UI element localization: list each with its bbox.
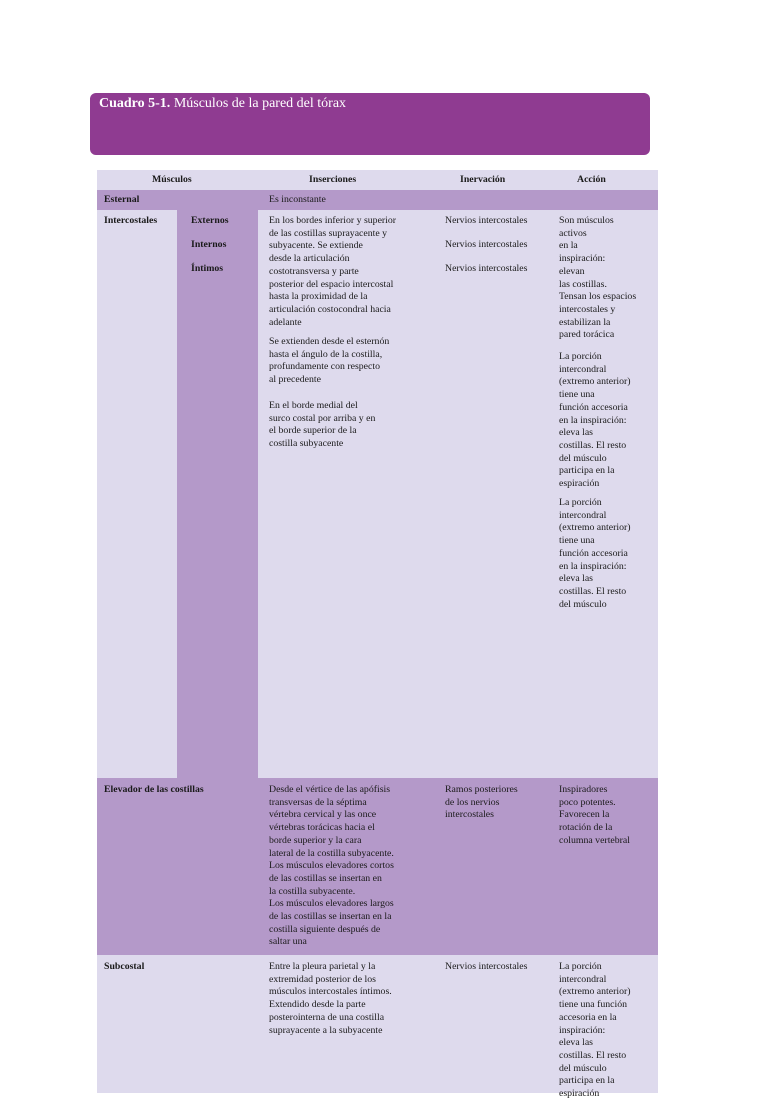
table-title-text: Músculos de la pared del tórax (170, 96, 347, 111)
muscle-intercostales: Intercostales (104, 215, 158, 226)
insertion-internos: Se extienden desde el esternón hasta el ángulo de la costilla, profundamente con respecto al precedente (269, 336, 390, 386)
row-esternal (97, 190, 658, 210)
action-subcostal: La porción intercondral (extremo anterior) tiene una función accesoria en la inspiración: eleva las costillas. El resto del músculo participa en la espiración (559, 961, 631, 1100)
innervation-subcostal: Nervios intercostales (445, 961, 528, 972)
insertion-esternal: Es inconstante (269, 194, 326, 205)
subtype-externos: Externos (191, 215, 229, 226)
muscle-elevador: Elevador de las costillas (104, 784, 204, 795)
subtype-intimos: Íntimos (191, 263, 224, 274)
header-inserciones: Inserciones (309, 174, 357, 185)
action-elevador: Inspiradores poco potentes. Favorecen la rotación de la columna vertebral (559, 784, 630, 846)
muscle-subcostal: Subcostal (104, 961, 145, 972)
muscles-table (97, 170, 658, 1100)
innervation-elevador: Ramos posteriores de los nervios intercostales (445, 784, 518, 821)
innervation-externos: Nervios intercostales (445, 215, 528, 226)
row-elevador-costillas (97, 778, 658, 955)
innervation-internos: Nervios intercostales (445, 239, 528, 250)
row-subcostal (97, 955, 658, 1100)
subtype-internos: Internos (191, 239, 227, 250)
table-title (90, 93, 650, 155)
insertion-externos: En los bordes inferior y superior de las costillas suprayacente y subyacente. Se extiende desde la articulación costotransversa y parte posterior del espacio intercostal hasta la proximidad de la articulación costocondral hacia adelante (269, 215, 397, 328)
muscle-esternal: Esternal (104, 194, 140, 205)
insertion-elevador: Desde el vértice de las apófisis transversas de la séptima vértebra cervical y las once vértebras torácicas hacia el borde superior y la cara lateral de la costilla subyacente. Los músculos elevadores cortos de las costillas se insertan en la costilla subyacente. Los músculos elevadores largos de las costillas se insertan en la costilla siguiente después de saltar una (269, 784, 394, 948)
table-header (97, 170, 658, 190)
header-inervacion: Inervación (460, 174, 506, 185)
table-title-number: Cuadro 5-1. (99, 96, 171, 111)
subtype-column (177, 210, 258, 778)
action-internos: La porción intercondral (extremo anterior) tiene una función accesoria en la inspiración: eleva las costillas. El resto del músculo participa en la espiración (559, 351, 631, 490)
row-intercostales (97, 210, 658, 778)
header-accion: Acción (577, 174, 606, 185)
innervation-intimos: Nervios intercostales (445, 263, 528, 274)
action-externos: Son músculos activos en la inspiración: elevan las costillas. Tensan los espacios intercostales y estabilizan la pared torácica (559, 215, 637, 341)
insertion-subcostal: Entre la pleura parietal y la extremidad posterior de los músculos intercostales íntimos. Extendido desde la parte posterointerna de una costilla suprayacente a la subyacente (269, 961, 392, 1036)
header-musculos: Músculos (152, 174, 192, 185)
action-intimos: La porción intercondral (extremo anterior) tiene una función accesoria en la inspiración: eleva las costillas. El resto del músculo (559, 497, 631, 610)
insertion-intimos: En el borde medial del surco costal por arriba y en el borde superior de la costilla subyacente (269, 400, 376, 450)
